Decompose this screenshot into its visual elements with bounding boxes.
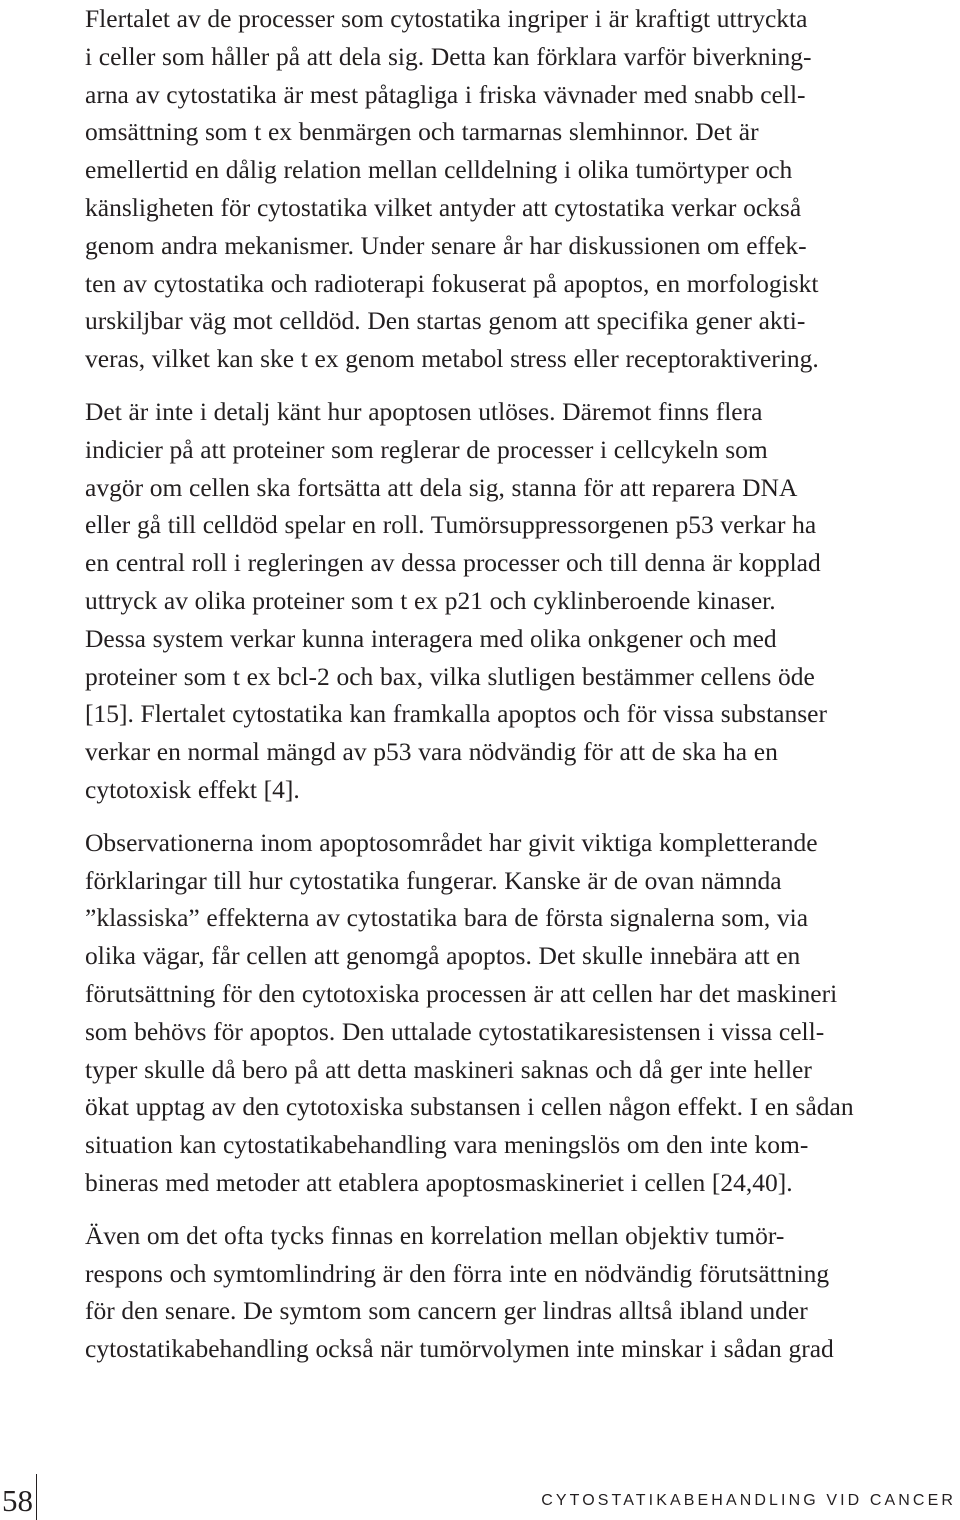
text-line: typer skulle då bero på att detta maskineri saknas och då ger inte heller [85, 1054, 812, 1084]
text-line: Även om det ofta tycks finnas en korrelation mellan objektiv tumör- [85, 1220, 785, 1250]
paragraph-3 [85, 824, 957, 1202]
text-line: eller gå till celldöd spelar en roll. Tumörsuppressorgenen p53 verkar ha [85, 510, 817, 540]
page-number: 58 [2, 1483, 33, 1518]
text-line: emellertid en dålig relation mellan celldelning i olika tumörtyper och [85, 155, 793, 185]
text-line: genom andra mekanismer. Under senare år har diskussionen om effek- [85, 230, 807, 260]
body-text [85, 0, 957, 1368]
text-line: omsättning som t ex benmärgen och tarmarnas slemhinnor. Det är [85, 117, 759, 147]
paragraph-4 [85, 1217, 957, 1368]
running-title: CYTOSTATIKABEHANDLING VID CANCER [541, 1492, 956, 1509]
text-line: Flertalet av de processer som cytostatika ingriper i är kraftigt uttryckta [85, 4, 808, 33]
text-line: bineras med metoder att etablera apoptosmaskineriet i cellen [24,40]. [85, 1167, 793, 1197]
text-line: proteiner som t ex bcl-2 och bax, vilka slutligen bestämmer cellens öde [85, 661, 815, 691]
text-line: veras, vilket kan ske t ex genom metabol stress eller receptoraktivering. [85, 344, 819, 374]
text-line: olika vägar, får cellen att genomgå apoptos. Det skulle innebära att en [85, 941, 801, 971]
text-line: situation kan cytostatikabehandling vara meningslös om den inte kom- [85, 1130, 809, 1160]
text-line: indicier på att proteiner som reglerar de processer i cellcykeln som [85, 434, 768, 464]
text-line: cytotoxisk effekt [4]. [85, 774, 300, 804]
text-line: Observationerna inom apoptosområdet har givit viktiga kompletterande [85, 827, 818, 857]
text-line: ”klassiska” effekterna av cytostatika bara de första signalerna som, via [85, 903, 809, 933]
text-line: Det är inte i detalj känt hur apoptosen utlöses. Däremot finns flera [85, 396, 763, 426]
text-line: avgör om cellen ska fortsätta att dela sig, stanna för att reparera DNA [85, 472, 798, 502]
text-line: ökat upptag av den cytotoxiska substansen i cellen någon effekt. I en sådan [85, 1092, 854, 1122]
text-line: för den senare. De symtom som cancern ger lindras alltså ibland under [85, 1296, 808, 1326]
text-line: ten av cytostatika och radioterapi fokuserat på apoptos, en morfologiskt [85, 268, 819, 298]
paragraph-1 [85, 0, 957, 378]
text-line: känsligheten för cytostatika vilket antyder att cytostatika verkar också [85, 192, 802, 222]
text-line: i celler som håller på att dela sig. Detta kan förklara varför biverkning- [85, 41, 812, 71]
text-line: urskiljbar väg mot celldöd. Den startas genom att specifika gener akti- [85, 306, 806, 336]
text-line: arna av cytostatika är mest påtagliga i friska vävnader med snabb cell- [85, 79, 806, 109]
text-line: förutsättning för den cytotoxiska processen är att cellen har det maskineri [85, 978, 838, 1008]
text-line: förklaringar till hur cytostatika fungerar. Kanske är de ovan nämnda [85, 865, 782, 895]
text-line: Dessa system verkar kunna interagera med olika onkgener och med [85, 623, 777, 653]
text-line: uttryck av olika proteiner som t ex p21 och cyklinberoende kinaser. [85, 585, 776, 615]
text-line: respons och symtomlindring är den förra inte en nödvändig förutsättning [85, 1258, 830, 1288]
text-line: cytostatikabehandling också när tumörvolymen inte minskar i sådan grad [85, 1334, 834, 1364]
paragraph-2 [85, 393, 957, 809]
footer-divider [36, 1474, 37, 1520]
text-line: en central roll i regleringen av dessa processer och till denna är kopplad [85, 548, 821, 578]
text-line: verkar en normal mängd av p53 vara nödvändig för att de ska ha en [85, 737, 778, 767]
text-line: [15]. Flertalet cytostatika kan framkalla apoptos och för vissa substanser [85, 699, 827, 729]
text-line: som behövs för apoptos. Den uttalade cytostatikaresistensen i vissa cell- [85, 1016, 825, 1046]
